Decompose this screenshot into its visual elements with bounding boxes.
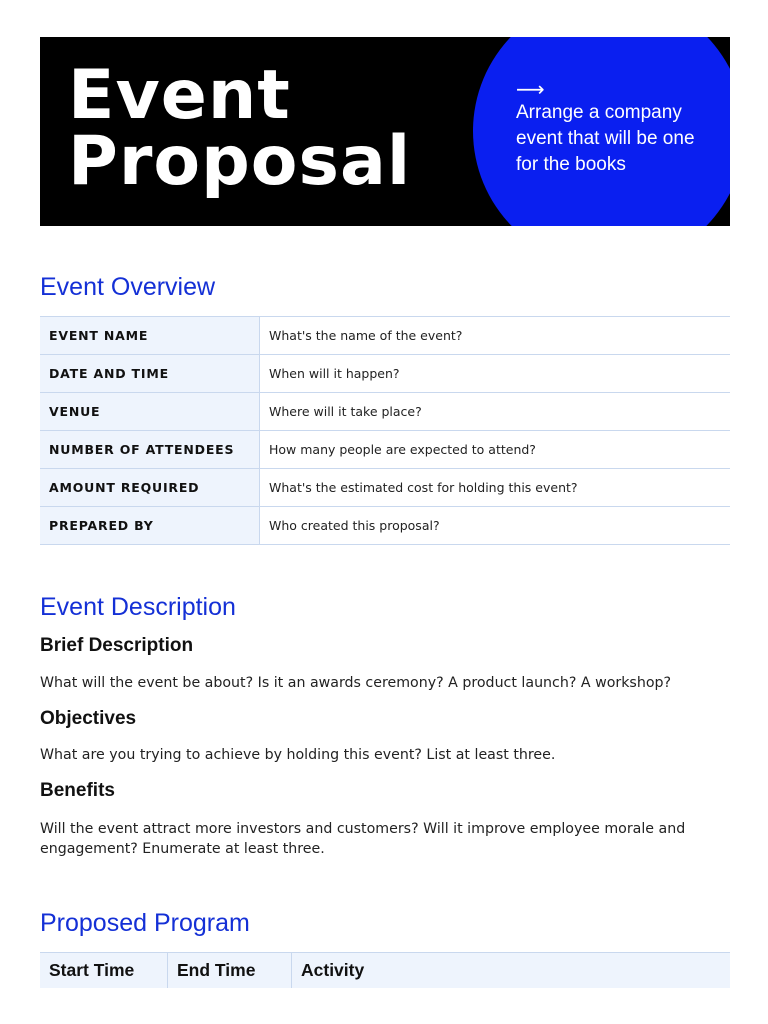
table-row (40, 507, 730, 545)
brief-description-heading: Brief Description (40, 635, 194, 656)
row-value[interactable]: Who created this proposal? (260, 507, 731, 545)
title-line-proposal: Proposal (68, 122, 412, 201)
row-value[interactable]: Where will it take place? (260, 393, 731, 431)
hero-banner (40, 37, 730, 226)
event-overview-heading: Event Overview (40, 273, 216, 301)
row-label: AMOUNT REQUIRED (40, 469, 260, 507)
row-value[interactable]: How many people are expected to attend? (260, 431, 731, 469)
benefits-text[interactable]: Will the event attract more investors and customers? Will it improve employee morale and engagement? Enumerate at least three. (40, 821, 686, 857)
row-label: VENUE (40, 393, 260, 431)
table-header-row (40, 953, 730, 989)
proposed-program-table (40, 952, 730, 988)
row-value[interactable]: When will it happen? (260, 355, 731, 393)
column-header-start-time: Start Time (40, 953, 168, 989)
table-row (40, 355, 730, 393)
row-value[interactable]: What's the estimated cost for holding this event? (260, 469, 731, 507)
event-description-heading: Event Description (40, 593, 236, 621)
row-value[interactable]: What's the name of the event? (260, 317, 731, 355)
hero-tagline: Arrange a company event that will be one for the books (516, 102, 695, 175)
brief-description-text[interactable]: What will the event be about? Is it an awards ceremony? A product launch? A workshop? (40, 675, 672, 691)
table-row (40, 431, 730, 469)
column-header-end-time: End Time (168, 953, 292, 989)
benefits-heading: Benefits (40, 780, 115, 801)
objectives-heading: Objectives (40, 708, 137, 729)
row-label: EVENT NAME (40, 317, 260, 355)
table-row (40, 393, 730, 431)
event-overview-table (40, 316, 730, 545)
row-label: NUMBER OF ATTENDEES (40, 431, 260, 469)
column-header-activity: Activity (292, 953, 731, 989)
title-line-event: Event (68, 56, 291, 135)
row-label: DATE AND TIME (40, 355, 260, 393)
row-label: PREPARED BY (40, 507, 260, 545)
table-row (40, 469, 730, 507)
objectives-text[interactable]: What are you trying to achieve by holding this event? List at least three. (40, 747, 556, 763)
page-title (68, 56, 412, 201)
arrow-right-icon: ⟶ (516, 77, 545, 101)
proposed-program-heading: Proposed Program (40, 909, 250, 937)
table-row (40, 317, 730, 355)
